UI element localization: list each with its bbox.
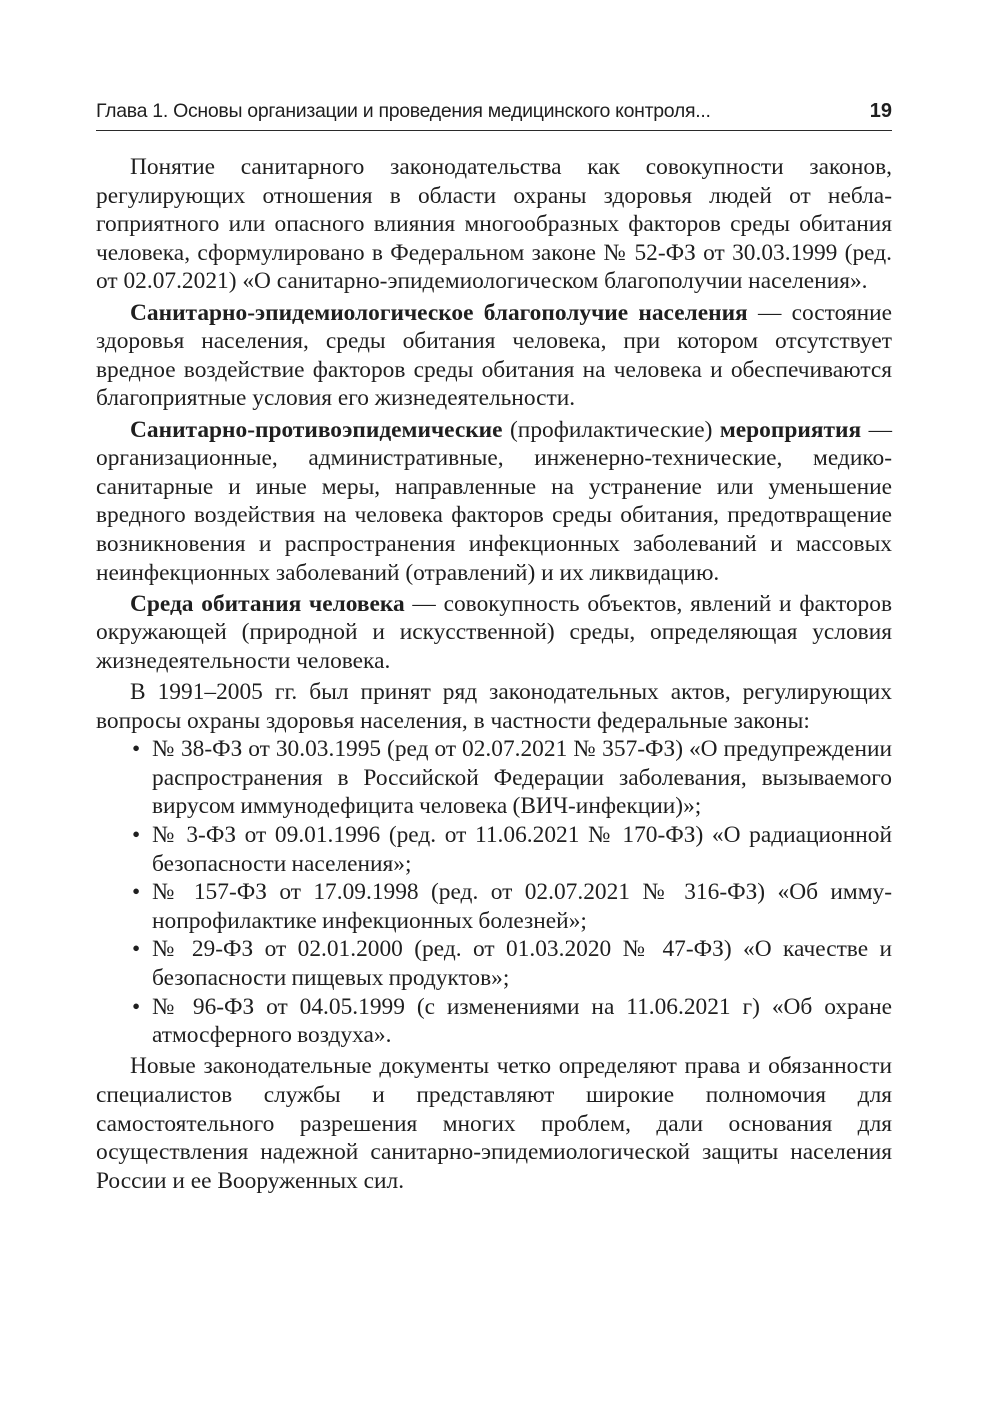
term-environment: Среда обитания человека <box>130 590 405 617</box>
bullet-icon: • <box>132 736 141 763</box>
list-item <box>132 993 892 1050</box>
paragraph-definition-environment <box>96 590 892 676</box>
law-item-text: № 96-ФЗ от 04.05.1999 (с изменениями на 11.06.2021 г) «Об охране атмосферного воздуха». <box>152 993 892 1049</box>
paragraph-conclusion: Новые законодательные документы четко определяют права и обязанности специалистов службы и представляют широкие полномочия для самостоятельного разрешения многих проблем, дали основания для осуществления надежной санитарно-эпидемиологической защиты населения России и ее Вооруженных сил. <box>96 1053 892 1194</box>
bullet-icon: • <box>132 822 141 849</box>
bullet-icon: • <box>132 936 141 963</box>
list-item <box>132 935 892 992</box>
definition-wellbeing: — состояние здоровья населения, среды обитания человека, при котором отсутствует вредное воздействие факторов среды обитания на человека и обеспечиваются благоприятные условия его жизнедеятельности. <box>96 299 893 412</box>
page-number: 19 <box>869 100 892 122</box>
term-wellbeing: Санитарно-эпидемиологическое благополучие населения <box>130 299 748 326</box>
list-item <box>132 735 892 821</box>
bullet-icon: • <box>132 993 141 1020</box>
law-item-text: № 3-ФЗ от 09.01.1996 (ред. от 11.06.2021 № 170-ФЗ) «О радиационной безопасности населения»; <box>152 822 892 877</box>
definition-measures: — организационные, административные, инженерно-технические, медико-санитарные и иные меры, направленные на устранение или уменьшение вредного воздействия на человека факторов среды обитания, предотвращение возникновения и распространения инфекционных заболеваний и массовых неинфекционных заболеваний (отравлений) и их ликвидацию. <box>96 416 892 586</box>
bullet-icon: • <box>132 879 141 906</box>
term-measures-part2: мероприятия <box>719 416 862 443</box>
chapter-title: Глава 1. Основы организации и проведения медицинского контроля... <box>96 100 711 122</box>
definition-environment: — совокупность объектов, явлений и факторов окружающей (природной и искусственной) среды, определяющая условия жизнедеятельности человека. <box>96 590 892 674</box>
paragraph-definition-wellbeing <box>96 299 892 413</box>
book-page <box>96 98 892 1198</box>
law-item-text: № 38-ФЗ от 30.03.1995 (ред от 02.07.2021 № 357-ФЗ) «О предупреждении распространения в Российской Федерации заболевания, вызываемого вирусом иммунодефицита человека (ВИЧ-инфекции)»; <box>152 736 892 820</box>
running-header <box>96 98 892 131</box>
term-measures-qualifier: (профилактические) <box>502 416 720 443</box>
paragraph-definition-measures <box>96 416 892 588</box>
law-item-text: № 157-ФЗ от 17.09.1998 (ред. от 02.07.2021 № 316-ФЗ) «Об иммунопрофилактике инфекционных болезней»; <box>152 879 892 934</box>
list-item <box>132 821 892 878</box>
term-measures-part1: Санитарно-противоэпидемические <box>130 416 503 443</box>
page-body <box>96 153 892 1195</box>
list-item <box>132 878 892 935</box>
law-item-text: № 29-ФЗ от 02.01.2000 (ред. от 01.03.2020 № 47-ФЗ) «О качестве и безопасности пищевых продуктов»; <box>152 936 892 991</box>
federal-laws-list <box>96 735 892 1050</box>
paragraph-laws-intro: В 1991–2005 гг. был принят ряд законодательных актов, регулирующих вопросы охраны здоровья населения, в частности федеральные законы: <box>96 679 892 734</box>
paragraph-sanitary-legislation: Понятие санитарного законодательства как совокупности законов, регулирующих отношения в области охраны здоровья людей от неблагоприятного или опасного влияния многообразных факторов среды обитания человека, сформулировано в Федеральном законе № 52-ФЗ от 30.03.1999 (ред. от 02.07.2021) «О санитарно-эпидемиологическом благополучии населения». <box>96 154 892 295</box>
